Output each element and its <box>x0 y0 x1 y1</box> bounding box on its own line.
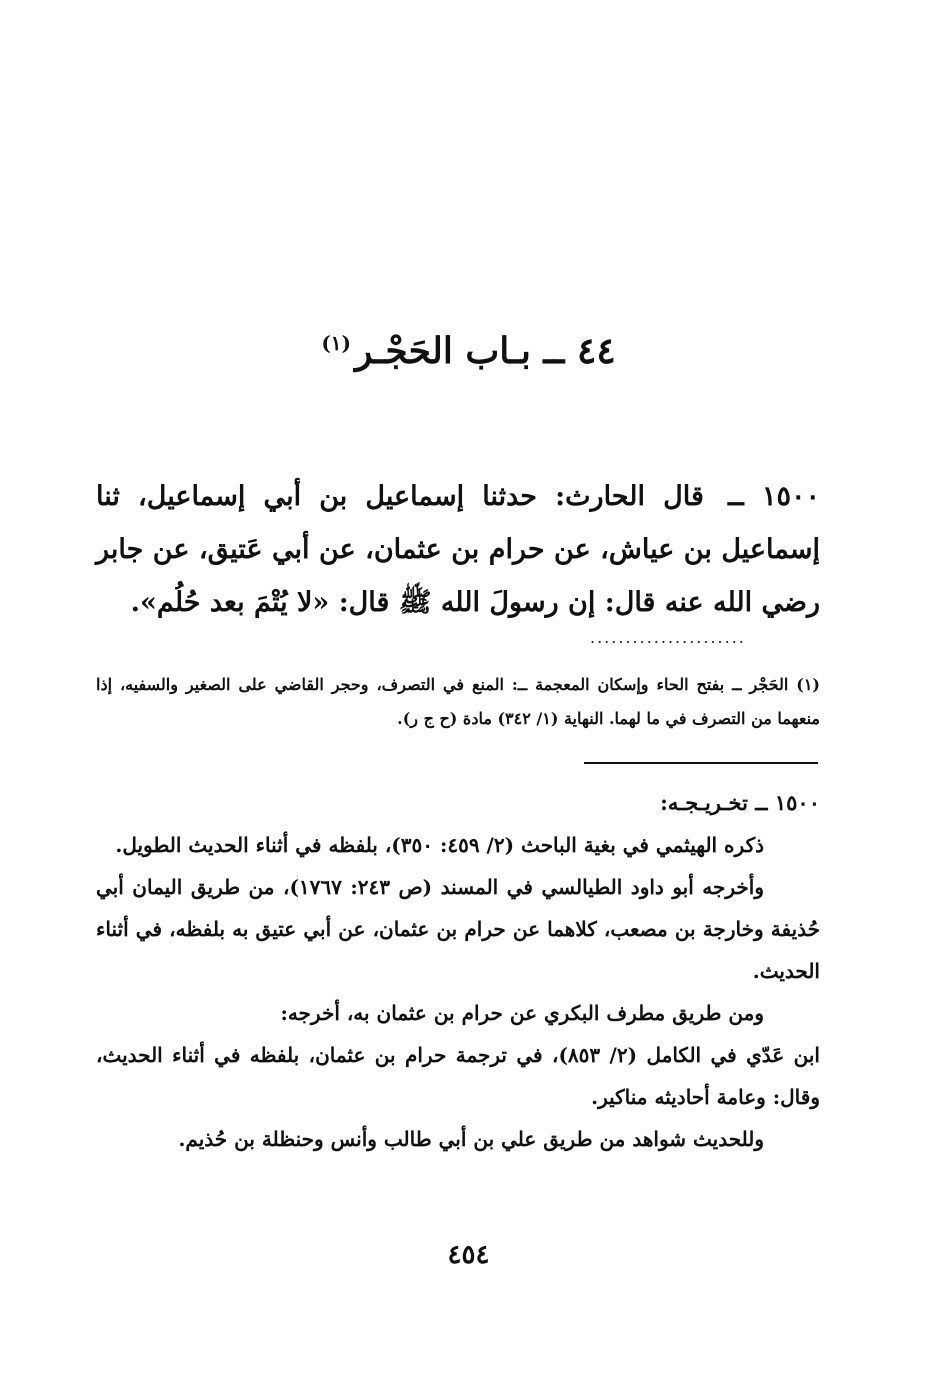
takhrij-paragraph: ابن عَدّي في الكامل (٢/ ٨٥٣)، في ترجمة حرام بن عثمان، بلفظه في أثناء الحديث، وقال: وعامة أحاديثه مناكير. <box>96 1043 820 1109</box>
chapter-title-text: ٤٤ ــ بـاب الحَجْـر <box>355 330 616 372</box>
chapter-title <box>0 330 937 373</box>
takhrij-paragraph: ذكره الهيثمي في بغية الباحث (٢/ ٤٥٩: ٣٥٠)، بلفظه في أثناء الحديث الطويل. <box>115 833 764 857</box>
takhrij-paragraph: وأخرجه أبو داود الطيالسي في المسند (ص ٢٤٣: ١٧٦٧)، من طريق اليمان أبي حُذيفة وخارجة بن مصعب، كلاهما عن حرام بن عثمان، عن أبي عتيق به بلفظه، في أثناء الحديث. <box>96 875 820 983</box>
takhrij-paragraph: ومن طريق مطرف البكري عن حرام بن عثمان به، أخرجه: <box>280 1001 764 1025</box>
footnote <box>96 668 820 736</box>
takhrij-body <box>96 824 820 1160</box>
section-divider <box>584 762 818 764</box>
footnote-text: (١) الحَجْر ــ بفتح الحاء وإسكان المعجمة ــ: المنع في التصرف، وحجر القاضي على الصغير والسفيه، إذا منعهما من التصرف في ما لهما. النهاية (١/ ٣٤٢) مادة (ح ج ر). <box>96 675 820 728</box>
hadith-paragraph <box>96 470 820 629</box>
takhrij-paragraph: وللحديث شواهد من طريق علي بن أبي طالب وأنس وحنظلة بن حُذيم. <box>178 1127 764 1151</box>
footnote-separator-dots: ...................... <box>590 628 746 647</box>
footnote-reference: (١) <box>321 331 352 355</box>
hadith-text: قال الحارث: حدثنا إسماعيل بن أبي إسماعيل، ثنا إسماعيل بن عياش، عن حرام بن عثمان، عن أبي عَتيق، عن جابر رضي الله عنه قال: إن رسولَ الله ﷺ قال: «لا يُتْمَ بعد حُلُم». <box>96 481 820 618</box>
takhrij-heading: ١٥٠٠ ــ تخـريـجـه: <box>660 790 820 815</box>
page-number: ٤٥٤ <box>447 1240 490 1270</box>
hadith-number: ١٥٠٠ ــ <box>728 481 820 512</box>
